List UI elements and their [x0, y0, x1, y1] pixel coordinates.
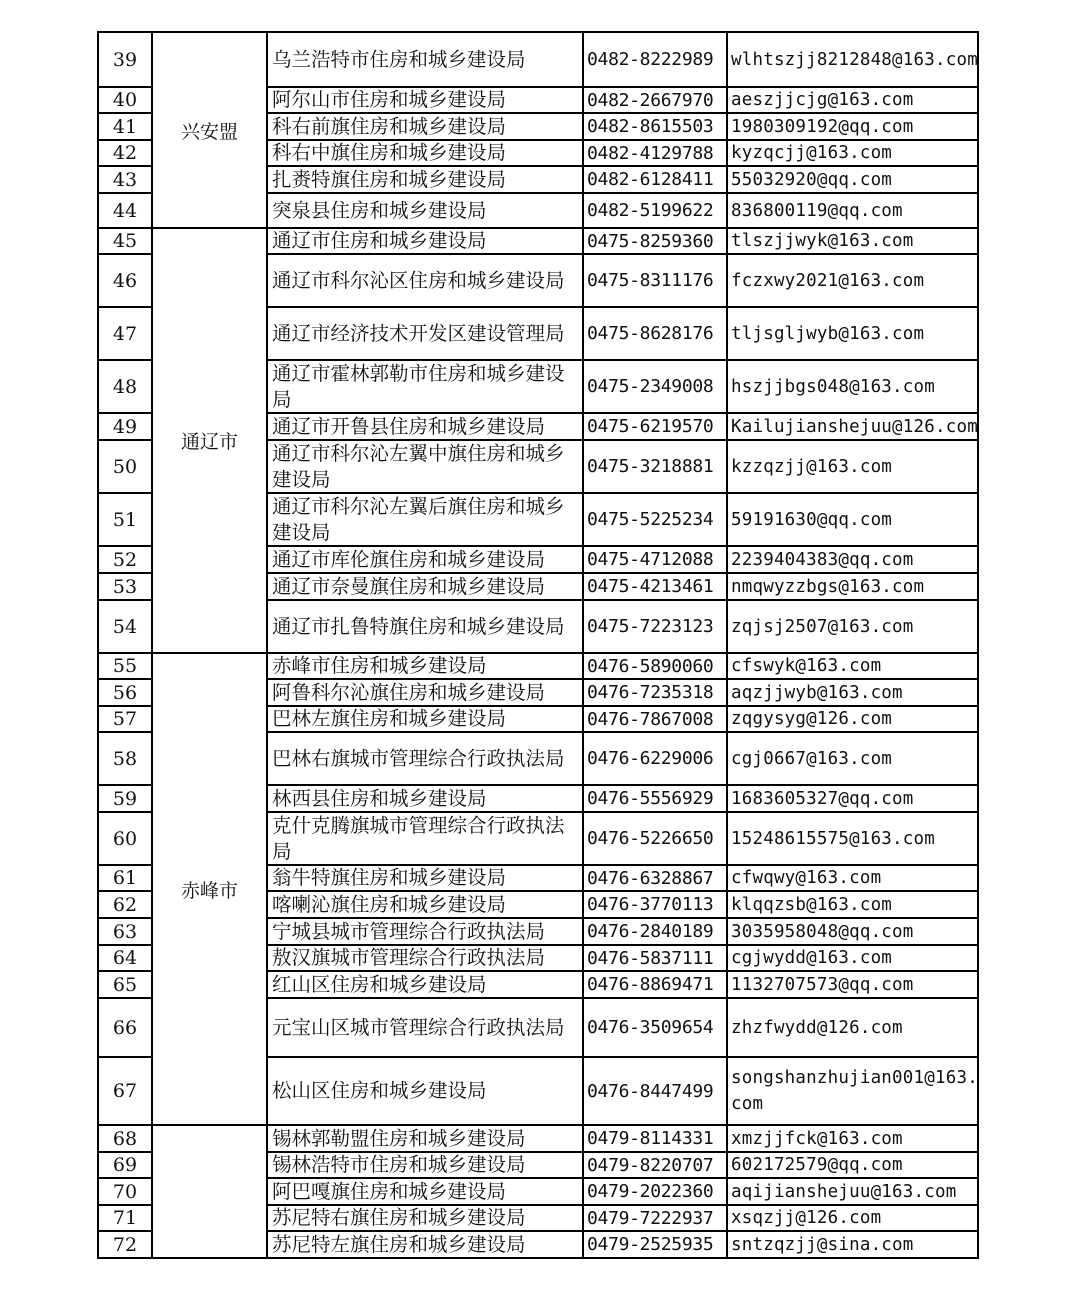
- row-divider: [97, 599, 153, 601]
- row-divider: [266, 253, 979, 255]
- row-divider: [266, 731, 979, 733]
- email-address: zhzfwydd@126.com: [731, 1017, 903, 1038]
- organization-name: 赤峰市住房和城乡建设局: [272, 654, 487, 677]
- phone-number: 0475-4213461: [587, 576, 714, 597]
- row-number: 50: [112, 455, 138, 478]
- email-address: 602172579@qq.com: [731, 1155, 903, 1175]
- organization-name: 阿鲁科尔沁旗住房和城乡建设局: [272, 680, 546, 704]
- email-address: kzzqzjj@163.com: [731, 456, 893, 477]
- email-address: cfwqwy@163.com: [731, 868, 882, 888]
- organization-name: 扎赉特旗住房和城乡建设局: [272, 167, 507, 191]
- phone-number: 0475-2349008: [587, 376, 714, 397]
- phone-number: 0482-4129788: [587, 142, 714, 164]
- phone-number: 0482-6128411: [587, 169, 714, 190]
- row-divider: [266, 705, 979, 707]
- row-divider: [266, 1230, 979, 1232]
- row-number: 55: [112, 655, 138, 677]
- email-address: tlszjjwyk@163.com: [731, 231, 914, 251]
- phone-number: 0475-3218881: [587, 456, 714, 477]
- email-address: klqqzsb@163.com: [731, 894, 893, 915]
- row-divider: [97, 165, 153, 167]
- region-name: [152, 1125, 267, 1258]
- organization-name: 克什克腾旗城市管理综合行政执法局: [272, 813, 565, 863]
- row-number: 42: [112, 142, 138, 164]
- row-divider: [266, 139, 979, 141]
- email-address: cgj0667@163.com: [731, 748, 893, 769]
- row-number: 46: [112, 269, 138, 292]
- organization-name: 通辽市开鲁县住房和城乡建设局: [272, 414, 546, 438]
- row-divider: [266, 784, 979, 786]
- email-address: zqgysyg@126.com: [731, 709, 893, 729]
- organization-name: 喀喇沁旗住房和城乡建设局: [272, 892, 507, 916]
- organization-name: 巴林右旗城市管理综合行政执法局: [272, 746, 565, 770]
- row-divider: [97, 412, 153, 414]
- row-divider: [97, 1056, 153, 1058]
- phone-number: 0479-8114331: [587, 1128, 714, 1149]
- organization-name: 通辽市科尔沁左翼中旗住房和城乡建设局: [272, 441, 565, 491]
- organization-name: 元宝山区城市管理综合行政执法局: [272, 1015, 565, 1039]
- row-number: 40: [112, 89, 138, 111]
- organization-name: 阿尔山市住房和城乡建设局: [272, 88, 507, 111]
- phone-number: 0482-8615503: [587, 116, 714, 137]
- row-number: 58: [112, 747, 138, 770]
- organization-name: 通辽市经济技术开发区建设管理局: [272, 321, 565, 345]
- email-address: 2239404383@qq.com: [731, 549, 914, 570]
- row-divider: [97, 86, 153, 88]
- row-divider: [266, 165, 979, 167]
- row-number: 67: [112, 1080, 138, 1102]
- email-address: 1132707573@qq.com: [731, 974, 914, 995]
- phone-number: 0482-8222989: [587, 49, 714, 70]
- phone-number: 0482-5199622: [587, 200, 714, 221]
- row-divider: [97, 253, 153, 255]
- row-number: 70: [112, 1180, 138, 1203]
- row-divider: [97, 811, 153, 813]
- row-divider: [97, 997, 153, 999]
- row-number: 61: [112, 867, 138, 889]
- phone-number: 0476-8869471: [587, 974, 714, 995]
- row-number: 56: [112, 681, 138, 704]
- phone-number: 0476-5837111: [587, 947, 714, 969]
- email-address: 55032920@qq.com: [731, 169, 893, 190]
- organization-name: 敖汉旗城市管理综合行政执法局: [272, 946, 546, 969]
- row-number: 51: [112, 508, 138, 531]
- phone-number: 0475-6219570: [587, 416, 714, 437]
- phone-number: 0476-3509654: [587, 1017, 714, 1038]
- row-number: 53: [112, 575, 138, 598]
- email-address: songshanzhujian001@163.com: [731, 1068, 978, 1114]
- row-divider: [97, 731, 153, 733]
- row-number: 43: [112, 168, 138, 191]
- phone-number: 0476-3770113: [587, 894, 714, 915]
- organization-name: 通辽市库伦旗住房和城乡建设局: [272, 547, 546, 571]
- phone-number: 0475-8311176: [587, 270, 714, 291]
- row-number: 71: [112, 1207, 138, 1229]
- row-divider: [97, 864, 153, 866]
- phone-number: 0476-5556929: [587, 788, 714, 809]
- row-divider: [266, 1177, 979, 1179]
- email-address: 836800119@qq.com: [731, 200, 903, 221]
- row-divider: [266, 112, 979, 114]
- region-name: 兴安盟: [180, 120, 238, 143]
- email-address: zqjsj2507@163.com: [731, 616, 914, 637]
- email-address: tljsgljwyb@163.com: [731, 323, 925, 344]
- row-divider: [266, 1056, 979, 1058]
- email-address: Kailujianshejuu@126.com: [731, 416, 978, 437]
- row-number: 65: [112, 973, 138, 996]
- organization-name: 苏尼特右旗住房和城乡建设局: [272, 1206, 526, 1229]
- email-address: aqzjjwyb@163.com: [731, 682, 903, 703]
- region-name: 通辽市: [180, 431, 238, 453]
- organization-name: 通辽市扎鲁特旗住房和城乡建设局: [272, 614, 565, 638]
- phone-number: 0479-2525935: [587, 1234, 714, 1255]
- phone-number: 0476-5890060: [587, 655, 714, 677]
- email-address: cgjwydd@163.com: [731, 948, 893, 968]
- email-address: hszjjbgs048@163.com: [731, 376, 935, 397]
- row-number: 44: [112, 199, 138, 222]
- email-address: kyzqcjj@163.com: [731, 143, 893, 163]
- row-divider: [97, 192, 153, 194]
- row-divider: [266, 306, 979, 308]
- phone-number: 0482-2667970: [587, 89, 714, 111]
- row-divider: [97, 890, 153, 892]
- organization-name: 通辽市科尔沁区住房和城乡建设局: [272, 268, 565, 292]
- row-number: 59: [112, 787, 138, 810]
- row-divider: [266, 545, 979, 547]
- row-divider: [97, 139, 153, 141]
- phone-number: 0476-6328867: [587, 867, 714, 889]
- phone-number: 0476-8447499: [587, 1080, 714, 1102]
- organization-name: 锡林郭勒盟住房和城乡建设局: [272, 1126, 526, 1150]
- organization-name: 锡林浩特市住房和城乡建设局: [272, 1153, 526, 1176]
- email-address: 15248615575@163.com: [731, 828, 935, 849]
- phone-number: 0475-5225234: [587, 509, 714, 530]
- row-divider: [266, 599, 979, 601]
- row-divider: [266, 359, 979, 361]
- row-divider: [266, 86, 979, 88]
- email-address: xmzjjfck@163.com: [731, 1128, 903, 1149]
- organization-name: 松山区住房和城乡建设局: [272, 1079, 487, 1102]
- email-address: cfswyk@163.com: [731, 656, 882, 676]
- row-divider: [266, 864, 979, 866]
- row-number: 68: [112, 1127, 138, 1150]
- phone-number: 0475-4712088: [587, 549, 714, 570]
- row-divider: [97, 439, 153, 441]
- row-divider: [97, 917, 153, 919]
- row-divider: [97, 944, 153, 946]
- organization-name: 苏尼特左旗住房和城乡建设局: [272, 1232, 526, 1256]
- organization-name: 乌兰浩特市住房和城乡建设局: [272, 47, 526, 71]
- row-divider: [266, 970, 979, 972]
- row-divider: [266, 917, 979, 919]
- row-number: 72: [112, 1233, 138, 1256]
- row-divider: [97, 678, 153, 680]
- phone-number: 0476-6229006: [587, 748, 714, 769]
- organization-name: 科右前旗住房和城乡建设局: [272, 114, 507, 138]
- row-number: 62: [112, 893, 138, 916]
- organization-name: 通辽市奈曼旗住房和城乡建设局: [272, 574, 546, 598]
- row-divider: [97, 112, 153, 114]
- email-address: 1980309192@qq.com: [731, 116, 914, 137]
- email-address: wlhtszjj8212848@163.com: [731, 49, 978, 70]
- row-divider: [97, 705, 153, 707]
- row-divider: [266, 192, 979, 194]
- row-divider: [266, 890, 979, 892]
- organization-name: 通辽市科尔沁左翼后旗住房和城乡建设局: [272, 494, 565, 544]
- row-number: 60: [112, 827, 138, 850]
- row-divider: [97, 1230, 153, 1232]
- phone-number: 0476-2840189: [587, 921, 714, 942]
- phone-number: 0479-8220707: [587, 1154, 714, 1176]
- email-address: aqijianshejuu@163.com: [731, 1181, 957, 1202]
- row-number: 52: [112, 548, 138, 571]
- row-divider: [266, 944, 979, 946]
- row-divider: [266, 1151, 979, 1153]
- row-number: 45: [112, 230, 138, 252]
- row-number: 69: [112, 1154, 138, 1176]
- row-divider: [266, 412, 979, 414]
- organization-name: 宁城县城市管理综合行政执法局: [272, 919, 546, 943]
- email-address: 59191630@qq.com: [731, 509, 893, 530]
- row-divider: [97, 492, 153, 494]
- row-divider: [97, 545, 153, 547]
- organization-name: 阿巴嘎旗住房和城乡建设局: [272, 1179, 507, 1203]
- row-divider: [266, 572, 979, 574]
- row-number: 66: [112, 1016, 138, 1039]
- row-divider: [97, 970, 153, 972]
- row-number: 48: [112, 375, 138, 398]
- phone-number: 0475-8628176: [587, 323, 714, 344]
- row-divider: [266, 439, 979, 441]
- organization-name: 林西县住房和城乡建设局: [272, 786, 487, 810]
- email-address: 3035958048@qq.com: [731, 921, 914, 942]
- row-number: 41: [112, 115, 138, 138]
- row-divider: [266, 811, 979, 813]
- phone-number: 0475-7223123: [587, 616, 714, 637]
- row-divider: [97, 306, 153, 308]
- organization-name: 通辽市霍林郭勒市住房和城乡建设局: [272, 361, 565, 411]
- row-number: 54: [112, 615, 138, 638]
- phone-number: 0475-8259360: [587, 230, 714, 252]
- row-divider: [97, 359, 153, 361]
- email-address: sntzqzjj@sina.com: [731, 1234, 914, 1255]
- email-address: nmqwyzzbgs@163.com: [731, 576, 925, 597]
- organization-name: 巴林左旗住房和城乡建设局: [272, 707, 507, 730]
- email-address: fczxwy2021@163.com: [731, 270, 925, 291]
- email-address: xsqzjj@126.com: [731, 1208, 882, 1228]
- row-divider: [266, 492, 979, 494]
- row-number: 47: [112, 322, 138, 345]
- email-address: 1683605327@qq.com: [731, 788, 914, 809]
- row-number: 57: [112, 708, 138, 730]
- organization-name: 红山区住房和城乡建设局: [272, 972, 487, 996]
- row-divider: [97, 784, 153, 786]
- row-divider: [97, 1257, 979, 1259]
- phone-number: 0476-7867008: [587, 708, 714, 730]
- row-number: 63: [112, 920, 138, 943]
- row-number: 64: [112, 947, 138, 969]
- row-divider: [97, 1177, 153, 1179]
- row-divider: [266, 1204, 979, 1206]
- row-number: 39: [112, 48, 138, 71]
- phone-number: 0476-7235318: [587, 682, 714, 703]
- region-name: 赤峰市: [180, 879, 238, 902]
- row-divider: [97, 572, 153, 574]
- row-divider: [266, 997, 979, 999]
- phone-number: 0479-7222937: [587, 1207, 714, 1229]
- row-divider: [97, 1204, 153, 1206]
- organization-name: 通辽市住房和城乡建设局: [272, 229, 487, 252]
- organization-name: 翁牛特旗住房和城乡建设局: [272, 866, 507, 889]
- row-divider: [266, 678, 979, 680]
- row-divider: [97, 1151, 153, 1153]
- row-number: 49: [112, 415, 138, 438]
- email-address: aeszjjcjg@163.com: [731, 90, 914, 110]
- organization-name: 突泉县住房和城乡建设局: [272, 198, 487, 222]
- phone-number: 0476-5226650: [587, 828, 714, 849]
- organization-name: 科右中旗住房和城乡建设局: [272, 141, 507, 164]
- phone-number: 0479-2022360: [587, 1181, 714, 1202]
